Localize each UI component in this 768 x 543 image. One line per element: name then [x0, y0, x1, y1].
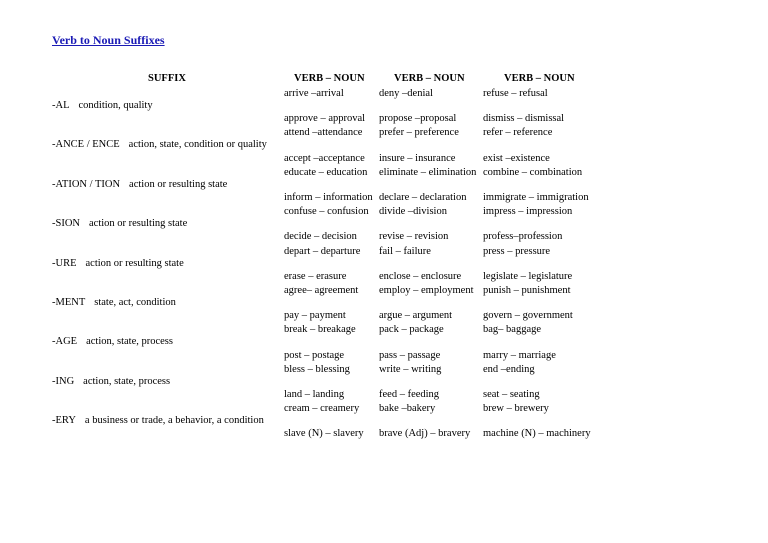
suffix-meaning: state, act, condition: [94, 297, 176, 308]
suffix-name: -SION: [52, 218, 80, 230]
verb-noun-pair: slave (N) – slavery: [284, 428, 364, 440]
verb-noun-pair: arrive –arrival: [284, 88, 344, 99]
verb-noun-pair: marry – marriage: [483, 349, 556, 361]
verb-noun-pair: immigrate – immigration: [483, 192, 589, 203]
verb-noun-pair: punish – punishment: [483, 285, 571, 296]
suffix-name: -ATION / TION: [52, 178, 121, 190]
page-title-link[interactable]: Verb to Noun Suffixes: [52, 33, 165, 47]
suffix-name: -AL: [52, 100, 70, 111]
suffix-name: -URE: [52, 257, 77, 269]
suffix-meaning: condition, quality: [78, 100, 153, 111]
verb-noun-pair: exist –existence: [483, 152, 550, 164]
verb-noun-pair: machine (N) – machinery: [483, 428, 591, 440]
verb-noun-pair: refer – reference: [483, 127, 553, 139]
suffix-name: -MENT: [52, 297, 86, 308]
verb-noun-pair: accept –acceptance: [284, 152, 365, 164]
suffix-meaning: action, state, process: [86, 336, 173, 348]
verb-noun-pair: break – breakage: [284, 324, 356, 336]
verb-noun-pair: prefer – preference: [379, 127, 459, 139]
verb-noun-pair: bless – blessing: [284, 363, 350, 375]
verb-noun-pair: end –ending: [483, 363, 535, 375]
verb-noun-pair: govern – government: [483, 310, 573, 322]
verb-noun-pair: attend –attendance: [284, 127, 363, 139]
suffix-label: [52, 376, 170, 387]
suffix-meaning: action or resulting state: [129, 178, 228, 190]
verb-noun-pair: bag– baggage: [483, 324, 542, 336]
verb-noun-pair: eliminate – elimination: [379, 166, 477, 178]
verb-noun-pair: revise – revision: [379, 231, 449, 243]
verb-noun-pair: cream – creamery: [284, 403, 360, 415]
verb-noun-pair: pack – package: [379, 324, 444, 336]
header-col1: VERB – NOUN: [294, 73, 365, 84]
verb-noun-pair: brave (Adj) – bravery: [379, 428, 471, 440]
header-suffix: SUFFIX: [148, 73, 186, 84]
verb-noun-pair: educate – education: [284, 166, 368, 178]
suffix-meaning: action, state, condition or quality: [128, 139, 267, 151]
verb-noun-pair: pass – passage: [379, 349, 441, 361]
verb-noun-pair: feed – feeding: [379, 389, 440, 400]
verb-noun-pair: combine – combination: [483, 166, 583, 178]
verb-noun-pair: bake –bakery: [379, 403, 436, 415]
suffix-meaning: action or resulting state: [89, 218, 188, 230]
verb-noun-pair: employ – employment: [379, 285, 474, 296]
verb-noun-pair: declare – declaration: [379, 192, 467, 203]
verb-noun-pair: divide –division: [379, 206, 447, 218]
suffix-name: -ERY: [52, 415, 76, 427]
verb-noun-pair: agree– agreement: [284, 285, 359, 296]
suffix-label: [52, 139, 267, 150]
verb-noun-pair: inform – information: [284, 192, 373, 203]
suffix-label: [52, 336, 173, 347]
verb-noun-pair: argue – argument: [379, 310, 453, 322]
suffix-meaning: action or resulting state: [85, 257, 184, 269]
verb-noun-pair: profess–profession: [483, 231, 563, 243]
suffix-meaning: a business or trade, a behavior, a condition: [84, 415, 264, 427]
verb-noun-pair: write – writing: [379, 363, 442, 375]
suffix-name: -ING: [52, 375, 75, 387]
verb-noun-pair: confuse – confusion: [284, 206, 369, 218]
verb-noun-pair: brew – brewery: [483, 403, 549, 415]
verb-noun-pair: erase – erasure: [284, 270, 347, 282]
suffix-label: [52, 179, 227, 190]
suffix-meaning: action, state, process: [83, 375, 171, 387]
verb-noun-pair: legislate – legislature: [483, 270, 573, 282]
verb-noun-pair: dismiss – dismissal: [483, 113, 565, 125]
verb-noun-pair: pay – payment: [284, 310, 346, 322]
suffix-label: [52, 415, 264, 426]
suffix-label: [52, 100, 153, 111]
verb-noun-pair: seat – seating: [483, 389, 540, 400]
verb-noun-pair: deny –denial: [379, 88, 433, 99]
suffix-label: [52, 297, 176, 308]
suffix-name: -AGE: [52, 336, 78, 348]
verb-noun-pair: press – pressure: [483, 245, 551, 257]
verb-noun-pair: propose –proposal: [379, 113, 457, 125]
verb-noun-pair: refuse – refusal: [483, 88, 548, 99]
header-col2: VERB – NOUN: [394, 73, 465, 84]
verb-noun-pair: impress – impression: [483, 206, 573, 218]
verb-noun-pair: insure – insurance: [379, 152, 456, 164]
verb-noun-pair: post – postage: [284, 349, 345, 361]
verb-noun-pair: depart – departure: [284, 245, 361, 257]
header-col3: VERB – NOUN: [504, 73, 575, 84]
suffix-name: -ANCE / ENCE: [52, 139, 120, 151]
verb-noun-pair: decide – decision: [284, 231, 357, 243]
suffix-label: [52, 258, 184, 269]
suffix-label: [52, 218, 187, 229]
verb-noun-pair: land – landing: [284, 389, 345, 400]
verb-noun-pair: fail – failure: [379, 245, 431, 257]
verb-noun-pair: enclose – enclosure: [379, 270, 462, 282]
verb-noun-pair: approve – approval: [284, 113, 366, 125]
